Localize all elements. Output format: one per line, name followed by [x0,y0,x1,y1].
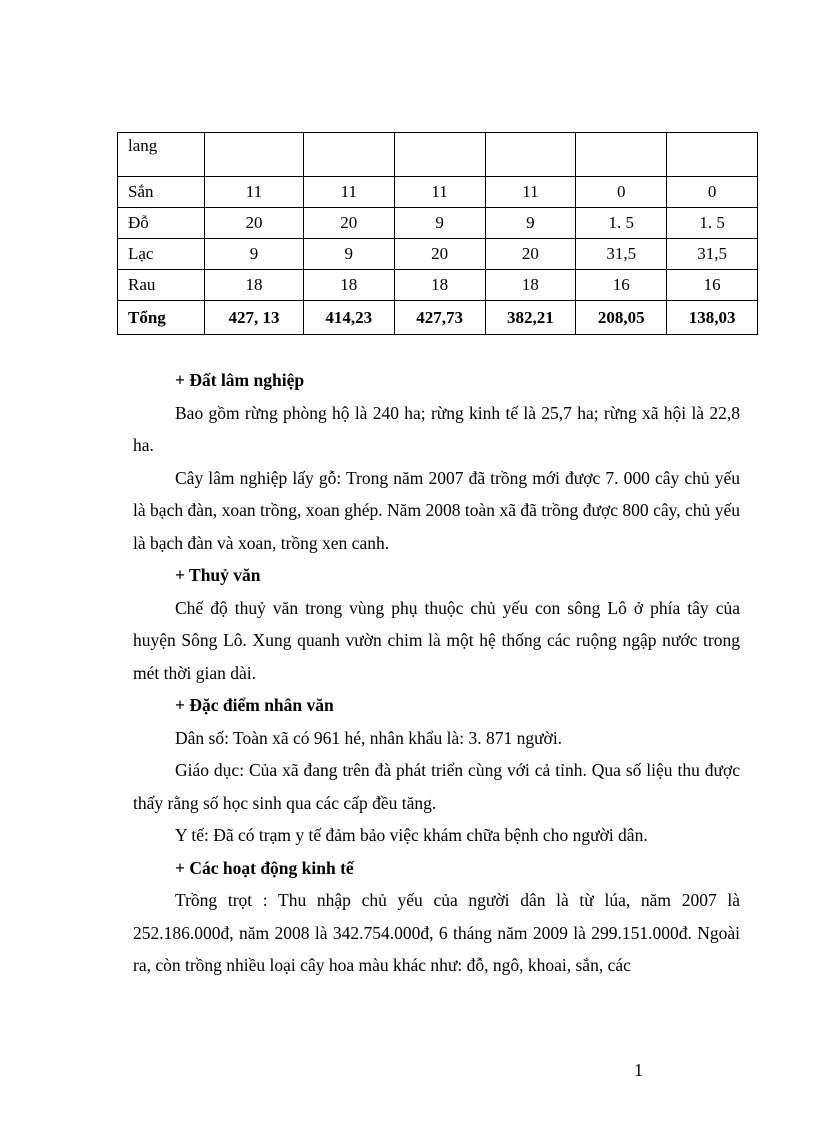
table-cell [576,133,667,177]
table-cell: 31,5 [576,239,667,270]
table-cell: 1. 5 [667,208,758,239]
table-row [118,239,758,270]
paragraph-hydrology: Chế độ thuỷ văn trong vùng phụ thuộc chủ yếu con sông Lô ở phía tây của huyện Sông Lô. Xung quanh vườn chim là một hệ thống các ruộng ngập nước trong mét thời gian dài. [133,597,740,683]
heading-economy: + Các hoạt động kinh tế [175,857,354,878]
table-cell: 11 [394,177,485,208]
table-cell: 382,21 [485,301,576,335]
table-cell: 414,23 [303,301,394,335]
table-cell: 0 [576,177,667,208]
paragraph-education: Giáo dục: Của xã đang trên đà phát triển cùng với cả tỉnh. Qua số liệu thu được thấy rằng số học sinh qua các cấp đều tăng. [133,760,740,813]
table-row [118,177,758,208]
table-row [118,133,758,177]
table-cell: 11 [485,177,576,208]
table-cell [303,133,394,177]
paragraph-cultivation: Trồng trọt : Thu nhập chủ yếu của người dân là từ lúa, năm 2007 là 252.186.000đ, năm 2008 là 342.754.000đ, 6 tháng năm 2009 là 299.151.000đ. Ngoài ra, còn trồng nhiều loại cây hoa màu khác như: đỗ, ngô, khoai, sắn, các [133,890,740,975]
table-cell: 9 [303,239,394,270]
crop-table [117,132,758,335]
page-number: 1 [634,1060,643,1080]
table-cell: 11 [303,177,394,208]
table-cell: 138,03 [667,301,758,335]
row-label: lang [118,133,205,177]
table-cell: 427,73 [394,301,485,335]
table-cell [667,133,758,177]
table-total-row [118,301,758,335]
paragraph-forest-planting: Cây lâm nghiệp lấy gỗ: Trong năm 2007 đã trồng mới được 7. 000 cây chủ yếu là bạch đàn, xoan trồng, xoan ghép. Năm 2008 toàn xã đã trồng được 800 cây, chủ yếu là bạch đàn và xoan, trồng xen canh. [133,467,740,553]
table-cell: 18 [303,270,394,301]
table-cell: 20 [205,208,304,239]
table-cell: 16 [576,270,667,301]
table-cell: 208,05 [576,301,667,335]
table-cell: 427, 13 [205,301,304,335]
table-cell: 20 [394,239,485,270]
table-cell: 9 [205,239,304,270]
table-cell: 9 [394,208,485,239]
table-cell [485,133,576,177]
crop-table-body [118,133,758,335]
table-cell [394,133,485,177]
heading-forest-land: + Đất lâm nghiệp [175,370,305,390]
table-cell: 16 [667,270,758,301]
table-cell: 1. 5 [576,208,667,239]
row-label: Lạc [118,239,205,270]
table-cell: 11 [205,177,304,208]
heading-humanities: + Đặc điểm nhân văn [175,695,334,715]
table-row [118,270,758,301]
row-label: Rau [118,270,205,301]
table-cell: 0 [667,177,758,208]
paragraph-population: Dân số: Toàn xã có 961 hé, nhân khẩu là: 3. 871 người. [175,727,563,748]
paragraph-health: Y tế: Đã có trạm y tế đảm bảo việc khám chữa bệnh cho người dân. [175,825,648,845]
table-cell: 9 [485,208,576,239]
table-cell [205,133,304,177]
table-cell: 18 [205,270,304,301]
paragraph-forest-area: Bao gồm rừng phòng hộ là 240 ha; rừng kinh tế là 25,7 ha; rừng xã hội là 22,8 ha. [133,402,740,455]
row-label: Sắn [118,177,205,208]
table-cell: 20 [303,208,394,239]
row-label: Đỗ [118,208,205,239]
table-cell: 20 [485,239,576,270]
heading-hydrology: + Thuỷ văn [175,565,261,585]
table-cell: 18 [485,270,576,301]
table-cell: 18 [394,270,485,301]
row-label: Tổng [118,301,205,335]
body-text [133,364,740,982]
table-cell: 31,5 [667,239,758,270]
table-row [118,208,758,239]
